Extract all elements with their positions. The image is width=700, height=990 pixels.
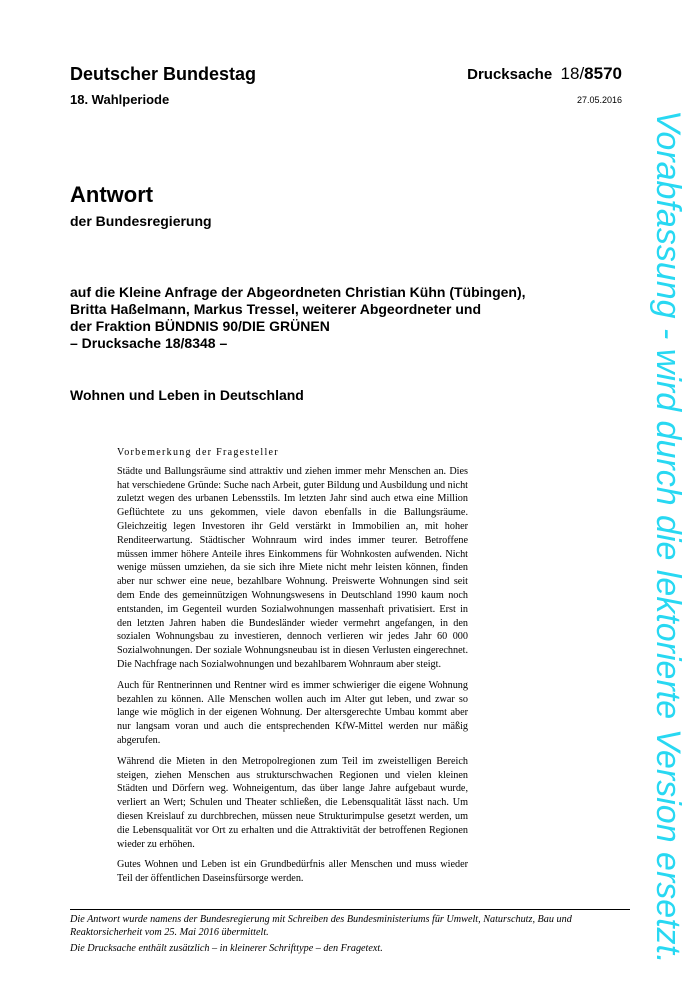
document-date: 27.05.2016	[576, 95, 622, 105]
institution-name: Deutscher Bundestag	[70, 64, 257, 84]
drucksache-number-prefix: 18/	[560, 64, 585, 83]
footer-divider	[70, 909, 630, 910]
footer-note: Die Drucksache enthält zusätzlich – in kleinerer Schrifttype – den Fragetext.	[70, 943, 383, 955]
body-paragraph: Städte und Ballungsräume sind attraktiv und ziehen immer mehr Menschen an. Dies hat verschiedene Gründe: Suche nach Arbeit, guter Bildung und Ausbildung und nicht zuletzt wegen des urbanen Lebensstils. Im letzten Jahr sind auch etwa eine Million Geflüchtete zu uns gekommen, viele davon ebenfalls in die Ballungsräume. Gleichzeitig legen Investoren ihr Geld verstärkt in Immobilien an, mit hoher Renditeerwartung. Städtischer Wohnraum wird indes immer teurer. Betroffene müssen immer höhere Anteile ihres Einkommens für Wohnkosten aufwenden. Nicht wenige müssen umziehen, da sie sich ihre Miete nicht mehr leisten können, finden aber nur schwer eine neue, bezahlbare Wohnung. Preiswerte Wohnungen sind seit dem Ende des gemeinnützigen Wohnungswesens in Deutschland 1990 kaum noch entstanden, im Gegenteil wurden Sozialwohnungen massenhaft privatisiert. Erst in den letzten Jahren haben die Bundesländer wieder vermehrt angefangen, in den sozialen Wohnungsbau zu investieren, dennoch verlieren wir jedes Jahr 60 000 Sozialwohnungen. Der soziale Wohnungsneubau ist in diesen Verlusten eingerechnet. Die Nachfrage nach Sozialwohnungen und bezahlbarem Wohnraum aber steigt.	[117, 465, 468, 670]
footer-notes	[70, 914, 630, 960]
footer-note: Die Antwort wurde namens der Bundesregierung mit Schreiben des Bundesministeriums für Umwelt, Naturschutz, Bau und Reaktorsicherheit vom 25. Mai 2016 übermittelt.	[70, 914, 572, 938]
body-paragraph: Auch für Rentnerinnen und Rentner wird es immer schwieriger die eigene Wohnung bezahlen zu können. Alle Menschen wollen auch im Alter gut leben, und zwar so lange wie möglich in der eigenen Wohnung. Der altersgerechte Umbau kommt aber nur langsam voran und auch die entsprechenden KfW-Mittel werden nur mäßig abgerufen.	[117, 679, 468, 746]
legislative-period: 18. Wahlperiode	[70, 92, 170, 107]
draft-watermark: Vorabfassung - wird durch die lektorierte Version ersetzt.	[649, 110, 687, 964]
inquiry-reference	[70, 284, 526, 352]
drucksache-number-main: 8570	[584, 64, 622, 83]
preliminary-heading: Vorbemerkung der Fragesteller	[117, 447, 279, 458]
body-paragraph: Gutes Wohnen und Leben ist ein Grundbedürfnis aller Menschen und muss wieder Teil der öffentlichen Daseinsfürsorge werden.	[117, 859, 468, 885]
inquiry-line: Britta Haßelmann, Markus Tressel, weiterer Abgeordneter und	[70, 301, 482, 317]
inquiry-line: der Fraktion BÜNDNIS 90/DIE GRÜNEN	[70, 318, 330, 334]
subject-title: Wohnen und Leben in Deutschland	[70, 387, 304, 403]
preliminary-remark	[117, 446, 468, 893]
body-paragraph: Während die Mieten in den Metropolregionen zum Teil im zweistelligen Bereich steigen, ziehen Menschen aus strukturschwachen Regionen und vielen kleinen Städten und Dörfern weg. Wohneigentum, das über lange Jahre aufgebaut wurde, verliert an Wert; Schulen und Theater schließen, die Lebensqualität lässt nach. Um diesen Kreislauf zu durchbrechen, müssen neue Strukturimpulse gesetzt werden, um die Lebensqualität vor Ort zu erhalten und die Attraktivität der betroffenen Regionen wieder zu erhöhen.	[117, 755, 468, 850]
drucksache-label: Drucksache	[467, 66, 553, 83]
inquiry-line: auf die Kleine Anfrage der Abgeordneten Christian Kühn (Tübingen),	[70, 284, 526, 300]
document-type: Antwort	[70, 182, 154, 207]
document-issuer: der Bundesregierung	[70, 213, 212, 229]
drucksache-number	[467, 64, 622, 84]
inquiry-line: – Drucksache 18/8348 –	[70, 335, 228, 351]
